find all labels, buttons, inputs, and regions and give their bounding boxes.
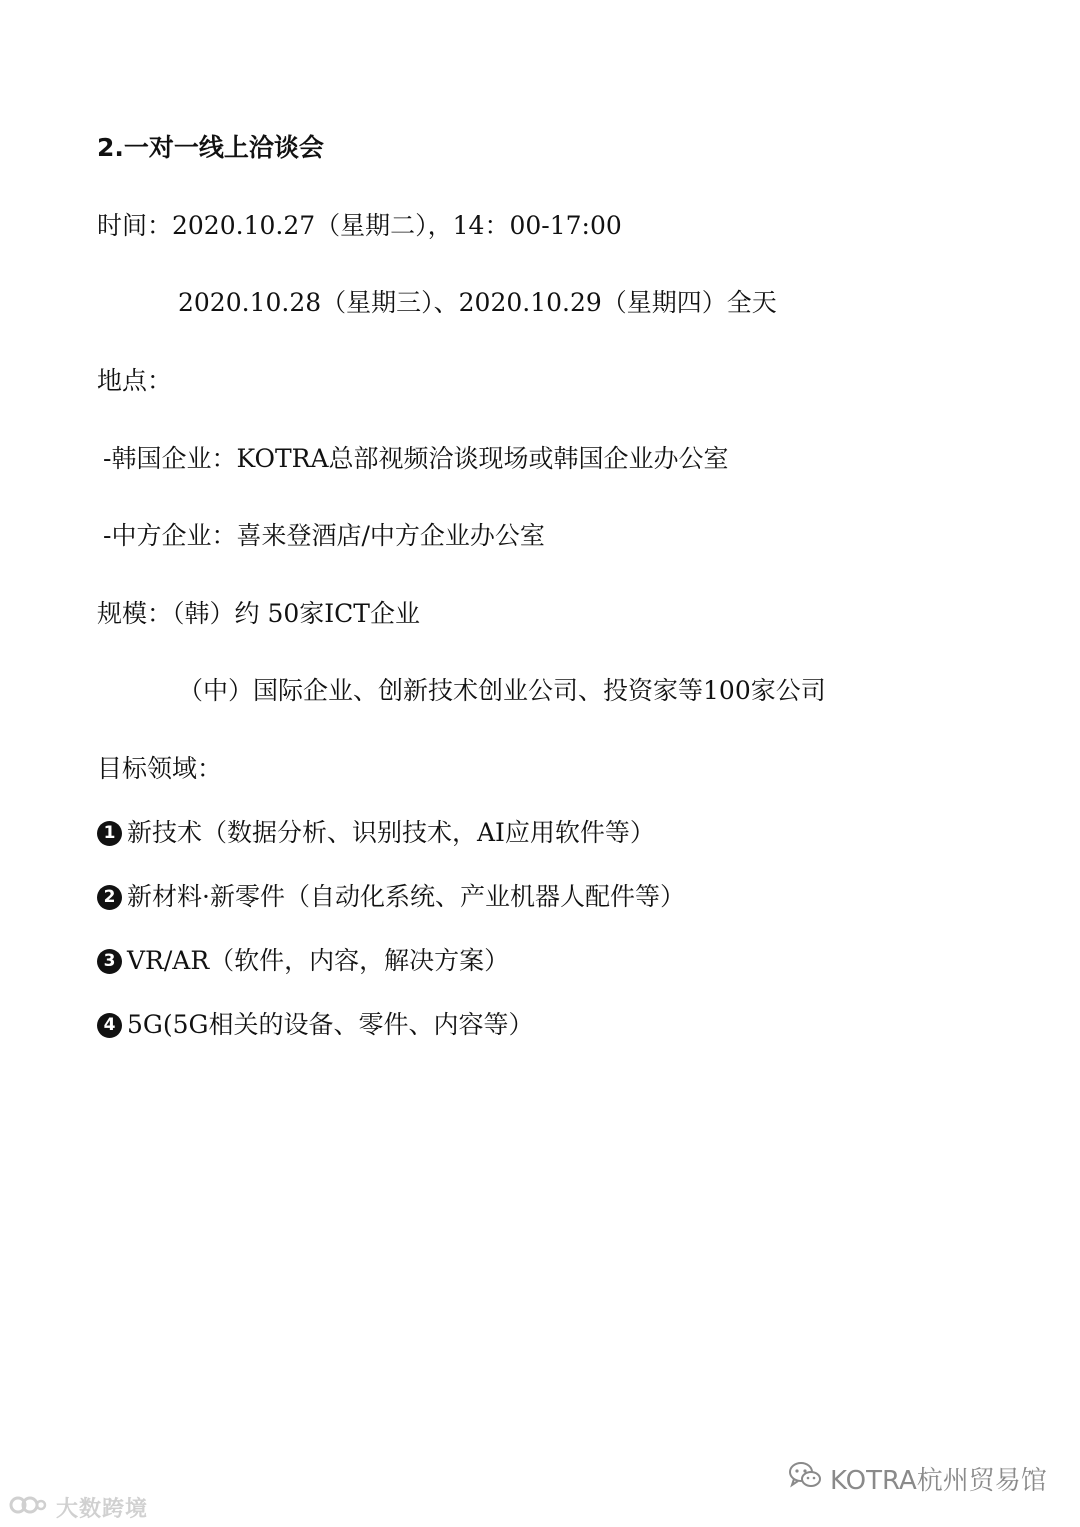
- loop-logo-icon: [8, 1494, 48, 1522]
- time-line-2: 2020.10.28（星期三）、2020.10.29（星期四）全天: [178, 288, 777, 317]
- circled-number-icon: 1: [97, 821, 122, 846]
- wechat-watermark: [788, 1460, 1047, 1497]
- target-item-text: VR/AR（软件，内容，解决方案）: [127, 946, 510, 975]
- target-item-text: 新技术（数据分析、识别技术，AI应用软件等）: [127, 818, 655, 847]
- wechat-icon: [788, 1460, 822, 1497]
- target-item-text: 5G(5G相关的设备、零件、内容等）: [127, 1010, 534, 1039]
- time-line-1: 时间：2020.10.27（星期二），14：00-17:00: [97, 211, 622, 240]
- circled-number-icon: 4: [97, 1013, 122, 1038]
- place-label: 地点：: [97, 366, 173, 395]
- target-item: [97, 944, 509, 978]
- target-item: [97, 880, 685, 914]
- section-heading: 2.一对一线上洽谈会: [97, 133, 324, 162]
- target-label: 目标领域：: [97, 754, 223, 783]
- site-watermark-text: 大数跨境: [56, 1497, 149, 1522]
- scale-line-1: 规模：（韩）约 50家ICT企业: [97, 599, 420, 628]
- target-item-text: 新材料·新零件（自动化系统、产业机器人配件等）: [127, 882, 685, 911]
- target-item: [97, 816, 655, 850]
- place-korea: -韩国企业：KOTRA总部视频洽谈现场或韩国企业办公室: [103, 444, 729, 473]
- circled-number-icon: 2: [97, 885, 122, 910]
- place-china: -中方企业：喜来登酒店/中方企业办公室: [103, 521, 545, 550]
- site-watermark: [8, 1492, 148, 1523]
- scale-line-2: （中）国际企业、创新技术创业公司、投资家等100家公司: [178, 676, 826, 705]
- target-item: [97, 1008, 534, 1042]
- wechat-account-name: KOTRA杭州贸易馆: [830, 1466, 1047, 1496]
- circled-number-icon: 3: [97, 949, 122, 974]
